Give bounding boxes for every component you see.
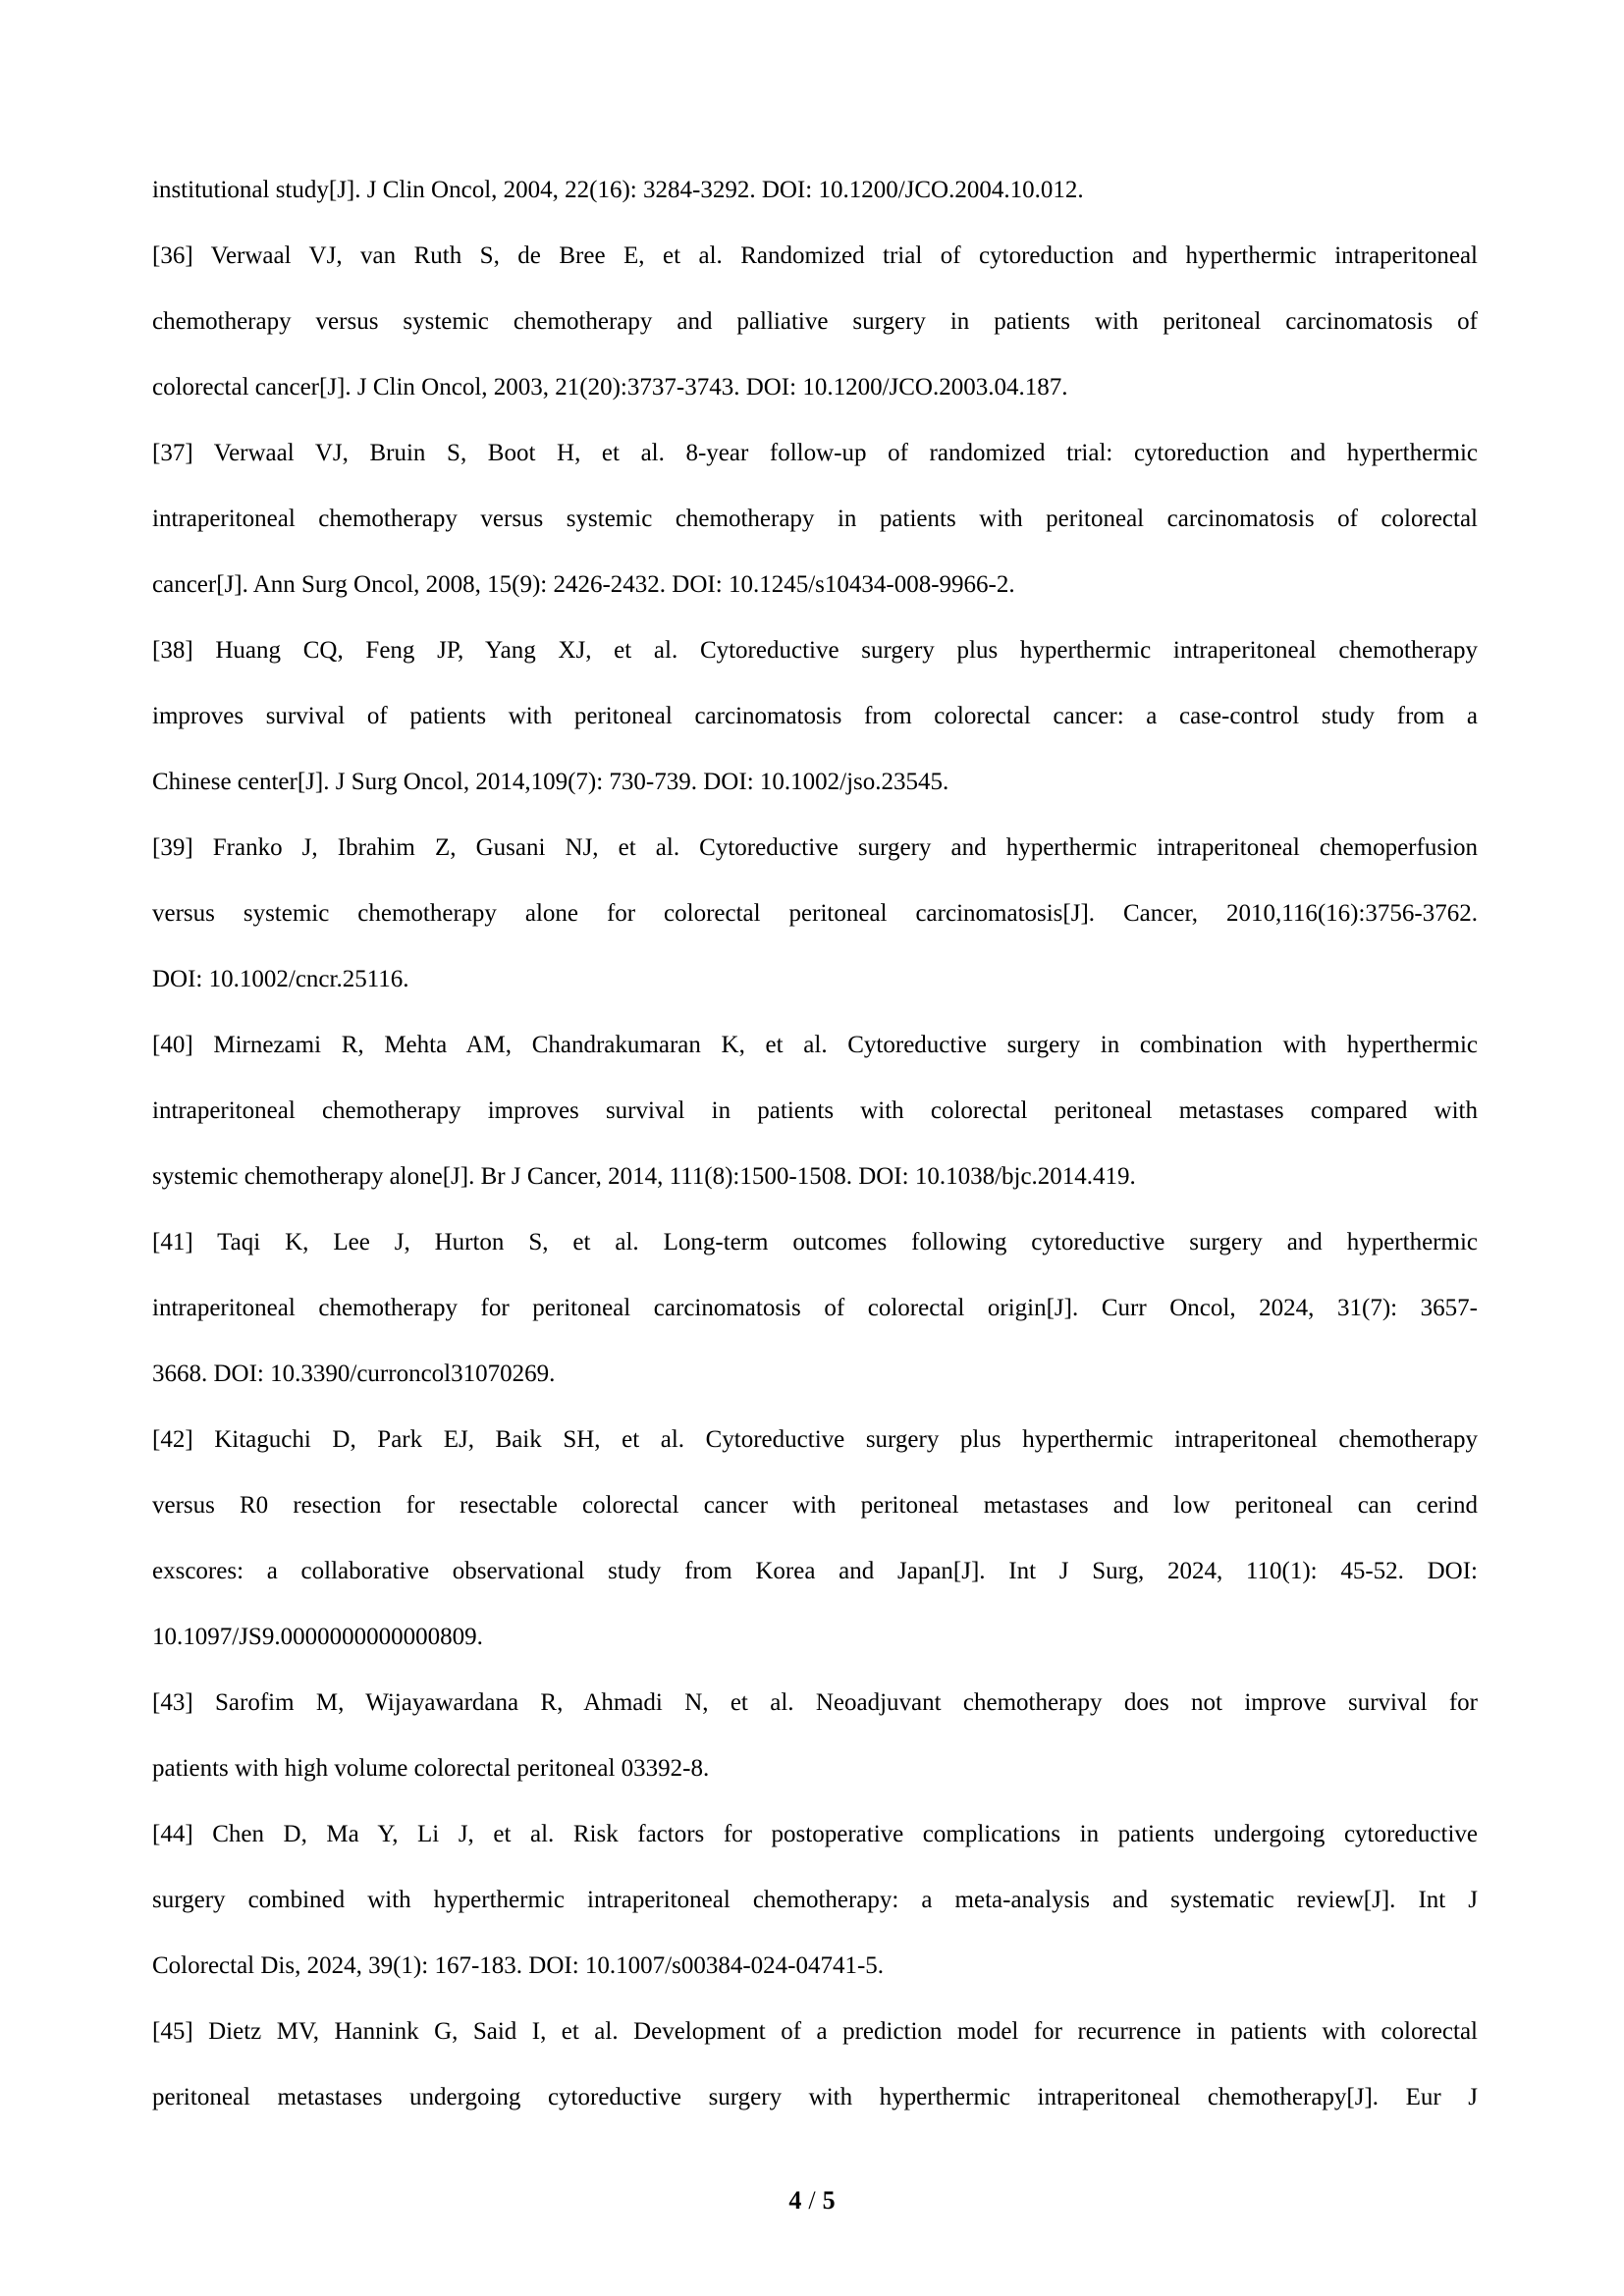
reference-item-42 [152, 1407, 1478, 1670]
reference-line: Colorectal Dis, 2024, 39(1): 167-183. DOI: 10.1007/s00384-024-04741-5. [152, 1952, 885, 1979]
reference-line: [44] Chen D, Ma Y, Li J, et al. Risk factors for postoperative complications in patients undergoing cytoreductive [152, 1821, 1478, 1847]
reference-item-45 [152, 1999, 1478, 2130]
reference-line: surgery combined with hyperthermic intraperitoneal chemotherapy: a meta-analysis and systematic review[J]. Int J [152, 1887, 1478, 1913]
reference-line: intraperitoneal chemotherapy versus systemic chemotherapy in patients with peritoneal carcinomatosis of colorectal [152, 506, 1478, 532]
page-footer [0, 2185, 1624, 2216]
current-page-number: 4 [788, 2186, 802, 2215]
reference-continuation [152, 157, 1478, 223]
reference-line: systemic chemotherapy alone[J]. Br J Cancer, 2014, 111(8):1500-1508. DOI: 10.1038/bjc.2014.419. [152, 1163, 1136, 1190]
reference-item-39 [152, 815, 1478, 1012]
reference-line: [43] Sarofim M, Wijayawardana R, Ahmadi N, et al. Neoadjuvant chemotherapy does not improve survival for [152, 1689, 1478, 1716]
reference-item-40 [152, 1012, 1478, 1209]
reference-line: 3668. DOI: 10.3390/curroncol31070269. [152, 1361, 556, 1387]
reference-line: peritoneal metastases undergoing cytoreductive surgery with hyperthermic intraperitoneal chemotherapy[J]. Eur J [152, 2084, 1478, 2110]
reference-item-37 [152, 420, 1478, 617]
reference-line: 10.1097/JS9.0000000000000809. [152, 1624, 483, 1650]
reference-line: versus R0 resection for resectable colorectal cancer with peritoneal metastases and low peritoneal can cerind [152, 1492, 1478, 1519]
reference-line: [39] Franko J, Ibrahim Z, Gusani NJ, et al. Cytoreductive surgery and hyperthermic intraperitoneal chemoperfusion [152, 834, 1478, 861]
reference-line: [38] Huang CQ, Feng JP, Yang XJ, et al. Cytoreductive surgery plus hyperthermic intraperitoneal chemotherapy [152, 637, 1478, 664]
reference-line: [36] Verwaal VJ, van Ruth S, de Bree E, et al. Randomized trial of cytoreduction and hyperthermic intraperitoneal [152, 242, 1478, 269]
total-page-count: 5 [822, 2186, 836, 2215]
reference-line: intraperitoneal chemotherapy improves survival in patients with colorectal peritoneal metastases compared with [152, 1097, 1478, 1124]
references-body [152, 157, 1478, 2130]
reference-line: chemotherapy versus systemic chemotherapy and palliative surgery in patients with peritoneal carcinomatosis of [152, 308, 1478, 335]
reference-line: [37] Verwaal VJ, Bruin S, Boot H, et al. 8-year follow-up of randomized trial: cytoreduction and hyperthermic [152, 440, 1478, 466]
reference-line: [40] Mirnezami R, Mehta AM, Chandrakumaran K, et al. Cytoreductive surgery in combination with hyperthermic [152, 1032, 1478, 1058]
reference-item-36 [152, 223, 1478, 420]
reference-item-41 [152, 1209, 1478, 1407]
reference-line: [42] Kitaguchi D, Park EJ, Baik SH, et al. Cytoreductive surgery plus hyperthermic intraperitoneal chemotherapy [152, 1426, 1478, 1453]
reference-line: colorectal cancer[J]. J Clin Oncol, 2003, 21(20):3737-3743. DOI: 10.1200/JCO.2003.04.187. [152, 374, 1068, 400]
reference-item-43 [152, 1670, 1478, 1801]
reference-line: patients with high volume colorectal peritoneal 03392-8. [152, 1755, 710, 1782]
page-separator: / [808, 2186, 816, 2215]
reference-line: [45] Dietz MV, Hannink G, Said I, et al. Development of a prediction model for recurrence in patients with colorectal [152, 2018, 1478, 2045]
reference-line: versus systemic chemotherapy alone for colorectal peritoneal carcinomatosis[J]. Cancer, 2010,116(16):3756-3762. [152, 900, 1478, 927]
reference-line: DOI: 10.1002/cncr.25116. [152, 966, 409, 992]
reference-line: exscores: a collaborative observational study from Korea and Japan[J]. Int J Surg, 2024, 110(1): 45-52. DOI: [152, 1558, 1478, 1584]
reference-line: cancer[J]. Ann Surg Oncol, 2008, 15(9): 2426-2432. DOI: 10.1245/s10434-008-9966-2. [152, 571, 1015, 598]
reference-line: [41] Taqi K, Lee J, Hurton S, et al. Long-term outcomes following cytoreductive surgery and hyperthermic [152, 1229, 1478, 1255]
reference-line: intraperitoneal chemotherapy for peritoneal carcinomatosis of colorectal origin[J]. Curr Oncol, 2024, 31(7): 3657- [152, 1295, 1478, 1321]
reference-line: improves survival of patients with peritoneal carcinomatosis from colorectal cancer: a case-control study from a [152, 703, 1478, 729]
reference-item-44 [152, 1801, 1478, 1999]
reference-line: Chinese center[J]. J Surg Oncol, 2014,109(7): 730-739. DOI: 10.1002/jso.23545. [152, 769, 949, 795]
reference-line: institutional study[J]. J Clin Oncol, 2004, 22(16): 3284-3292. DOI: 10.1200/JCO.2004.10.012. [152, 177, 1084, 203]
reference-item-38 [152, 617, 1478, 815]
